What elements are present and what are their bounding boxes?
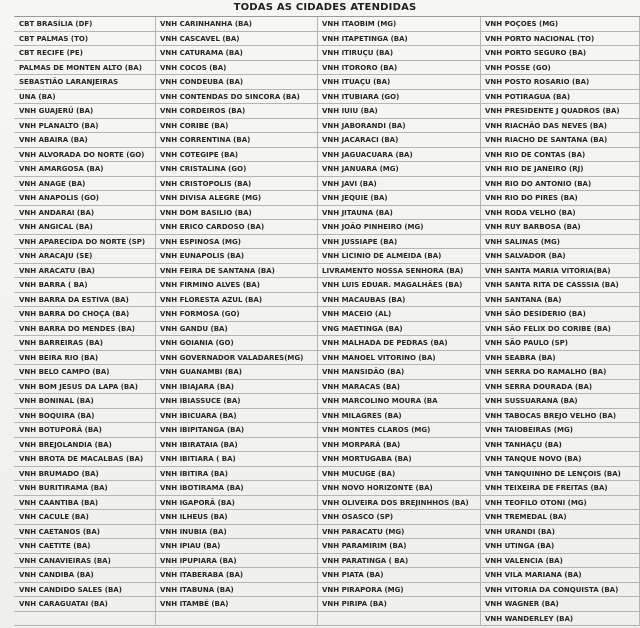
city-cell: VNH MORTUGABA (BA) xyxy=(318,452,481,467)
city-cell: VNH GOIANIA (GO) xyxy=(156,336,318,351)
city-cell: VNH BONINAL (BA) xyxy=(14,394,156,409)
city-cell: VNH IBIPITANGA (BA) xyxy=(156,423,318,438)
city-cell: VNH DIVISA ALEGRE (MG) xyxy=(156,191,318,206)
city-cell: VNH BOTUPORÃ (BA) xyxy=(14,423,156,438)
city-cell: VNH MALHADA DE PEDRAS (BA) xyxy=(318,336,481,351)
city-cell: VNH WANDERLEY (BA) xyxy=(481,612,640,627)
city-cell: VNH FORMOSA (GO) xyxy=(156,307,318,322)
city-cell: VNG MAETINGA (BA) xyxy=(318,322,481,337)
city-cell: VNH IUIU (BA) xyxy=(318,104,481,119)
city-cell: VNH TANQUINHO DE LENÇOIS (BA) xyxy=(481,467,640,482)
city-cell: VNH AMARGOSA (BA) xyxy=(14,162,156,177)
city-cell: VNH IBITIRA (BA) xyxy=(156,467,318,482)
city-cell: VNH ITABUNA (BA) xyxy=(156,583,318,598)
city-cell: VNH SALINAS (MG) xyxy=(481,235,640,250)
city-cell: VNH PORTO SEGURO (BA) xyxy=(481,46,640,61)
city-cell: VNH ANGICAL (BA) xyxy=(14,220,156,235)
city-cell: VNH GOVERNADOR VALADARES(MG) xyxy=(156,351,318,366)
city-cell: VNH JOÃO PINHEIRO (MG) xyxy=(318,220,481,235)
city-cell: VNH FEIRA DE SANTANA (BA) xyxy=(156,264,318,279)
city-cell: VNH SEABRA (BA) xyxy=(481,351,640,366)
city-cell: VNH ABAIRA (BA) xyxy=(14,133,156,148)
city-cell: VNH CANDIBA (BA) xyxy=(14,568,156,583)
city-cell: VNH BARRA ( BA) xyxy=(14,278,156,293)
city-cell: VNH SUSSUARANA (BA) xyxy=(481,394,640,409)
city-cell: VNH GUANAMBI (BA) xyxy=(156,365,318,380)
city-cell: VNH BARRA DA ESTIVA (BA) xyxy=(14,293,156,308)
city-cell xyxy=(318,612,481,627)
city-cell: VNH ANDARAI (BA) xyxy=(14,206,156,221)
city-cell: VNH ITIRUÇU (BA) xyxy=(318,46,481,61)
city-cell: VNH TABOCAS BREJO VELHO (BA) xyxy=(481,409,640,424)
city-cell: VNH ARACAJU (SE) xyxy=(14,249,156,264)
city-cell: VNH MONTES CLAROS (MG) xyxy=(318,423,481,438)
city-cell: VNH VITORIA DA CONQUISTA (BA) xyxy=(481,583,640,598)
city-cell: VNH CAETITE (BA) xyxy=(14,539,156,554)
city-cell: VNH TEIXEIRA DE FREITAS (BA) xyxy=(481,481,640,496)
city-cell: VNH RIACHO DE SANTANA (BA) xyxy=(481,133,640,148)
city-cell: VNH JABORANDI (BA) xyxy=(318,119,481,134)
city-cell: VNH MACAUBAS (BA) xyxy=(318,293,481,308)
city-cell: VNH RODA VELHO (BA) xyxy=(481,206,640,221)
city-cell: VNH PARAMIRIM (BA) xyxy=(318,539,481,554)
city-cell: VNH CAETANOS (BA) xyxy=(14,525,156,540)
city-cell: VNH ITORORO (BA) xyxy=(318,61,481,76)
city-cell: VNH JUSSIAPE (BA) xyxy=(318,235,481,250)
city-cell: VNH SALVADOR (BA) xyxy=(481,249,640,264)
city-cell: VNH OLIVEIRA DOS BREJINHHOS (BA) xyxy=(318,496,481,511)
page-title: TODAS AS CIDADES ATENDIDAS xyxy=(233,2,417,13)
city-cell: VNH PORTO NACIONAL (TO) xyxy=(481,32,640,47)
city-cell: VNH IBIRATAIA (BA) xyxy=(156,438,318,453)
city-cell: VNH ANAGE (BA) xyxy=(14,177,156,192)
city-cell: VNH RIACHÃO DAS NEVES (BA) xyxy=(481,119,640,134)
city-cell: VNH CAANTIBA (BA) xyxy=(14,496,156,511)
city-cell: VNH TANQUE NOVO (BA) xyxy=(481,452,640,467)
city-cell: VNH MORPARÁ (BA) xyxy=(318,438,481,453)
city-cell: VNH BRUMADO (BA) xyxy=(14,467,156,482)
city-cell: VNH SANTA RITA DE CASSSIA (BA) xyxy=(481,278,640,293)
city-cell: VNH BOQUIRA (BA) xyxy=(14,409,156,424)
city-cell: VNH TANHAÇU (BA) xyxy=(481,438,640,453)
city-cell: VNH CONTENDAS DO SINCORA (BA) xyxy=(156,90,318,105)
city-cell: VNH IPIAU (BA) xyxy=(156,539,318,554)
city-cell: VNH IBOTIRAMA (BA) xyxy=(156,481,318,496)
city-cell: VNH POSTO ROSARIO (BA) xyxy=(481,75,640,90)
city-cell: VNH SÃO FELIX DO CORIBE (BA) xyxy=(481,322,640,337)
city-cell: VNH SERRA DO RAMALHO (BA) xyxy=(481,365,640,380)
city-cell: VNH BROTA DE MACALBAS (BA) xyxy=(14,452,156,467)
city-cell: VNH COTEGIPE (BA) xyxy=(156,148,318,163)
city-cell: VNH ITABERABA (BA) xyxy=(156,568,318,583)
city-cell: VNH OSASCO (SP) xyxy=(318,510,481,525)
city-cell: VNH SERRA DOURADA (BA) xyxy=(481,380,640,395)
city-cell: VNH CANAVIEIRAS (BA) xyxy=(14,554,156,569)
city-cell: VNH ITAMBÉ (BA) xyxy=(156,597,318,612)
city-cell: VNH IPUPIARA (BA) xyxy=(156,554,318,569)
city-cell: VNH ALVORADA DO NORTE (GO) xyxy=(14,148,156,163)
city-cell: VNH RIO DE CONTAS (BA) xyxy=(481,148,640,163)
city-cell: VNH CONDEUBA (BA) xyxy=(156,75,318,90)
city-cell: VNH VILA MARIANA (BA) xyxy=(481,568,640,583)
city-cell: VNH BEIRA RIO (BA) xyxy=(14,351,156,366)
city-cell: VNH ITAPETINGA (BA) xyxy=(318,32,481,47)
city-cell: VNH MANSIDÃO (BA) xyxy=(318,365,481,380)
city-cell: VNH IGAPORÃ (BA) xyxy=(156,496,318,511)
city-cell: VNH JEQUIE (BA) xyxy=(318,191,481,206)
city-cell: VNH INUBIA (BA) xyxy=(156,525,318,540)
city-cell: VNH ITUAÇU (BA) xyxy=(318,75,481,90)
city-cell: VNH RUY BARBOSA (BA) xyxy=(481,220,640,235)
city-cell: VNH RIO DO ANTONIO (BA) xyxy=(481,177,640,192)
city-cell: VNH UTINGA (BA) xyxy=(481,539,640,554)
city-cell: VNH POSSE (GO) xyxy=(481,61,640,76)
city-cell: VNH BREJOLANDIA (BA) xyxy=(14,438,156,453)
city-cell: VNH NOVO HORIZONTE (BA) xyxy=(318,481,481,496)
city-cell: VNH BELO CAMPO (BA) xyxy=(14,365,156,380)
city-cell: PALMAS DE MONTEN ALTO (BA) xyxy=(14,61,156,76)
city-cell: VNH SANTANA (BA) xyxy=(481,293,640,308)
city-cell: VNH ANAPOLIS (GO) xyxy=(14,191,156,206)
city-cell: VNH ITAOBIM (MG) xyxy=(318,17,481,32)
city-cell: VNH TREMEDAL (BA) xyxy=(481,510,640,525)
city-cell: VNH BURITIRAMA (BA) xyxy=(14,481,156,496)
city-cell: VNH BARRA DO CHOÇA (BA) xyxy=(14,307,156,322)
city-cell: VNH SÃO PAULO (SP) xyxy=(481,336,640,351)
city-cell: VNH PIATA (BA) xyxy=(318,568,481,583)
city-cell: VNH BARREIRAS (BA) xyxy=(14,336,156,351)
city-cell: VNH CARAGUATAI (BA) xyxy=(14,597,156,612)
city-cell: VNH APARECIDA DO NORTE (SP) xyxy=(14,235,156,250)
city-cell: VNH POÇOES (MG) xyxy=(481,17,640,32)
city-cell: VNH IBIAJARA (BA) xyxy=(156,380,318,395)
city-cell: VNH MACEIO (AL) xyxy=(318,307,481,322)
city-cell: CBT PALMAS (TO) xyxy=(14,32,156,47)
city-cell: SEBASTIÃO LARANJEIRAS xyxy=(14,75,156,90)
city-cell: VNH VALENCIA (BA) xyxy=(481,554,640,569)
city-cell: VNH SÃO DESIDERIO (BA) xyxy=(481,307,640,322)
city-cell: VNH FIRMINO ALVES (BA) xyxy=(156,278,318,293)
city-cell: VNH JITAUNA (BA) xyxy=(318,206,481,221)
city-cell: VNH TAIOBEIRAS (MG) xyxy=(481,423,640,438)
city-cell xyxy=(156,612,318,627)
city-cell: VNH ERICO CARDOSO (BA) xyxy=(156,220,318,235)
city-cell: VNH MARCOLINO MOURA (BA xyxy=(318,394,481,409)
city-cell: CBT BRASÍLIA (DF) xyxy=(14,17,156,32)
city-cell: VNH JAGUACUARA (BA) xyxy=(318,148,481,163)
city-cell: CBT RECIFE (PE) xyxy=(14,46,156,61)
city-cell: VNH PARACATU (MG) xyxy=(318,525,481,540)
city-cell: VNH JACARACI (BA) xyxy=(318,133,481,148)
city-cell: VNH CORDEIROS (BA) xyxy=(156,104,318,119)
city-cell: VNH BOM JESUS DA LAPA (BA) xyxy=(14,380,156,395)
city-cell: VNH LICINIO DE ALMEIDA (BA) xyxy=(318,249,481,264)
city-cell: UNA (BA) xyxy=(14,90,156,105)
city-cell: VNH CATURAMA (BA) xyxy=(156,46,318,61)
city-cell: VNH MUCUGE (BA) xyxy=(318,467,481,482)
city-cell: VNH CACULE (BA) xyxy=(14,510,156,525)
city-cell: VNH PIRAPORA (MG) xyxy=(318,583,481,598)
city-cell: VNH ILHEUS (BA) xyxy=(156,510,318,525)
city-cell: VNH MARACAS (BA) xyxy=(318,380,481,395)
city-cell: VNH WAGNER (BA) xyxy=(481,597,640,612)
city-cell: VNH COCOS (BA) xyxy=(156,61,318,76)
city-cell: VNH RIO DE JANEIRO (RJ) xyxy=(481,162,640,177)
city-cell: VNH URANDI (BA) xyxy=(481,525,640,540)
city-cell: LIVRAMENTO NOSSA SENHORA (BA) xyxy=(318,264,481,279)
cities-table xyxy=(14,16,640,626)
city-cell: VNH TEOFILO OTONI (MG) xyxy=(481,496,640,511)
city-cell xyxy=(14,612,156,627)
city-cell: VNH EUNAPOLIS (BA) xyxy=(156,249,318,264)
city-cell: VNH RIO DO PIRES (BA) xyxy=(481,191,640,206)
city-cell: VNH ITUBIARA (GO) xyxy=(318,90,481,105)
city-cell: VNH ESPINOSA (MG) xyxy=(156,235,318,250)
city-cell: VNH CRISTALINA (GO) xyxy=(156,162,318,177)
city-cell: VNH SANTA MARIA VITORIA(BA) xyxy=(481,264,640,279)
city-cell: VNH POTIRAGUA (BA) xyxy=(481,90,640,105)
city-cell: VNH CASCAVEL (BA) xyxy=(156,32,318,47)
city-cell: VNH FLORESTA AZUL (BA) xyxy=(156,293,318,308)
city-cell: VNH LUIS EDUAR. MAGALHÃES (BA) xyxy=(318,278,481,293)
city-cell: VNH PLANALTO (BA) xyxy=(14,119,156,134)
city-cell: VNH CANDIDO SALES (BA) xyxy=(14,583,156,598)
city-cell: VNH PRESIDENTE J QUADROS (BA) xyxy=(481,104,640,119)
city-cell: VNH IBIASSUCE (BA) xyxy=(156,394,318,409)
city-cell: VNH IBICUARA (BA) xyxy=(156,409,318,424)
city-cell: VNH MILAGRES (BA) xyxy=(318,409,481,424)
city-cell: VNH CORRENTINA (BA) xyxy=(156,133,318,148)
city-cell: VNH CRISTOPOLIS (BA) xyxy=(156,177,318,192)
city-cell: VNH ARACATU (BA) xyxy=(14,264,156,279)
city-cell: VNH GANDU (BA) xyxy=(156,322,318,337)
city-cell: VNH IBITIARA ( BA) xyxy=(156,452,318,467)
city-cell: VNH JANUARA (MG) xyxy=(318,162,481,177)
city-cell: VNH GUAJERÚ (BA) xyxy=(14,104,156,119)
city-cell: VNH JAVI (BA) xyxy=(318,177,481,192)
city-cell: VNH CORIBE (BA) xyxy=(156,119,318,134)
city-cell: VNH PIRIPA (BA) xyxy=(318,597,481,612)
city-cell: VNH CARINHANHA (BA) xyxy=(156,17,318,32)
city-cell: VNH BARRA DO MENDES (BA) xyxy=(14,322,156,337)
city-cell: VNH PARATINGA ( BA) xyxy=(318,554,481,569)
city-cell: VNH MANOEL VITORINO (BA) xyxy=(318,351,481,366)
city-cell: VNH DOM BASILIO (BA) xyxy=(156,206,318,221)
